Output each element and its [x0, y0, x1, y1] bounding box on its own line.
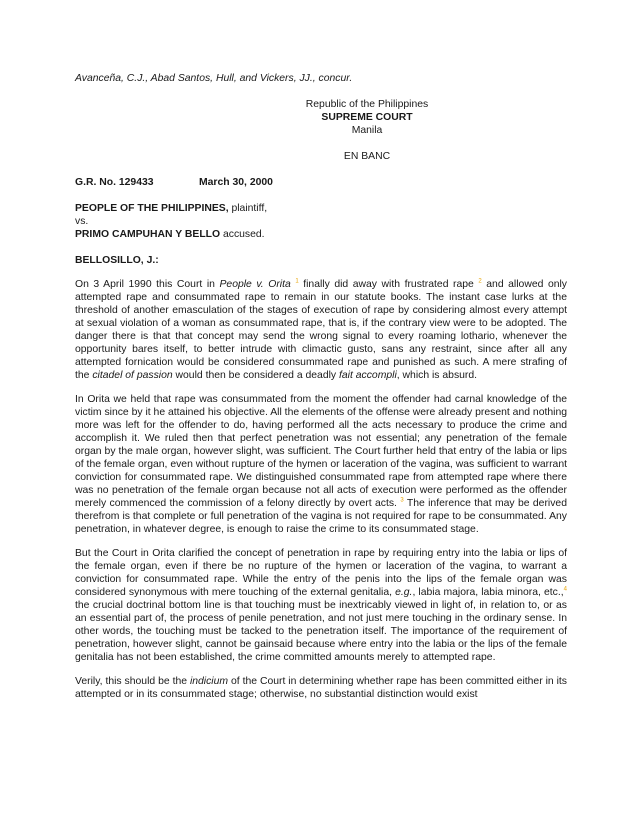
text-run: would then be considered a deadly [172, 370, 340, 381]
accused-line [75, 228, 567, 241]
court-city: Manila [351, 125, 383, 136]
court-name: SUPREME COURT [321, 112, 413, 123]
italic-phrase: e.g. [395, 587, 413, 598]
paragraph-4 [75, 675, 567, 701]
plaintiff-name: PEOPLE OF THE PHILIPPINES, [75, 203, 229, 214]
italic-phrase: fait accompli [339, 370, 397, 381]
accused-role: accused. [222, 229, 265, 240]
case-citation: People v. Orita [219, 279, 291, 290]
division-label: EN BANC [343, 151, 391, 162]
italic-phrase: citadel of passion [92, 370, 173, 381]
concurrence-line: Avanceña, C.J., Abad Santos, Hull, and Vickers, JJ., concur. [75, 73, 353, 84]
text-run: The inference that may be derived therefrom is that complete or full penetration of the vagina is not required for rape to be consummated. Any penetration, in whatever degree, is enough to raise the crime to its consummated stage. [75, 498, 567, 535]
decision-date: March 30, 2000 [199, 177, 273, 188]
paragraph-3 [75, 547, 567, 664]
paragraph-1 [75, 278, 567, 382]
paragraph-2 [75, 393, 567, 536]
text-run: , labia majora, labia minora, etc., [412, 587, 564, 598]
text-run: On 3 April 1990 this Court in [75, 279, 220, 290]
text-run: and allowed only attempted rape and consummated rape to remain in our statute books. The instant case lurks at the threshold of another emasculation of the stages of execution of rape by considering almost every attempt at sexual violation of a woman as consummated rape, that is, if the contrary view were to be adopted. The danger there is that that concept may send the wrong signal to every roaming lothario, whenever the opportunity bares itself, to better intrude with climactic gusto, sans any restraint, since after all any attempted fornication would be considered consummated rape and punished as such. A mere strafing of the [75, 279, 568, 381]
ponente: BELLOSILLO, J.: [75, 255, 159, 266]
footnote-link-1[interactable]: 1 [295, 278, 299, 285]
text-run: But the Court in Orita clarified the concept of penetration in rape by requiring entry into the labia or lips of the female organ, even if there be no rupture of the hymen or laceration of the vagina, to warrant a conviction for consummated rape. While the entry of the penis into the lips of the female organ was considered synonymous with mere touching of the external genitalia, [75, 548, 567, 598]
text-run: of the Court in determining whether rape has been committed either in its attempted or in its consummated stage; otherwise, no substantial distinction would exist [75, 676, 567, 700]
plaintiff-role: plaintiff, [231, 203, 268, 214]
text-run: Verily, this should be the [75, 676, 190, 687]
text-run: In Orita we held that rape was consummated from the moment the offender had carnal knowledge of the victim since by it he attained his objective. All the elements of the offense were already present and nothing more was left for the offender to do, having performed all the acts necessary to produce the crime and accomplish it. We ruled then that perfect penetration was not essential; any penetration of the female organ by the male organ, however slight, was sufficient. The Court further held that entry of the labia or lips of the female organ, even without rupture of the hymen or laceration of the vagina, was sufficient to warrant conviction for consummated rape. We distinguished consummated rape from attempted rape where there was no penetration of the female organ because not all acts of execution were performed as the offender merely commenced the commission of a felony directly by overt acts. [75, 394, 567, 509]
accused-name: PRIMO CAMPUHAN Y BELLO [75, 229, 221, 240]
case-number-row [75, 176, 567, 189]
footnote-link-3[interactable]: 3 [400, 497, 404, 504]
footnote-link-4[interactable]: 4 [563, 586, 567, 593]
document-page [75, 72, 567, 701]
text-run: finally did away with frustrated rape [298, 279, 479, 290]
court-header [75, 98, 567, 137]
italic-phrase: indicium [189, 676, 229, 687]
footnote-link-2[interactable]: 2 [478, 278, 482, 285]
case-parties [75, 202, 567, 241]
versus: vs. [75, 216, 89, 227]
gr-number: G.R. No. 129433 [75, 177, 154, 188]
republic-line: Republic of the Philippines [305, 99, 429, 110]
text-run: , which is absurd. [396, 370, 478, 381]
text-run: the crucial doctrinal bottom line is that touching must be inextricably viewed in light of, in relation to, or as an essential part of, the process of penile penetration, and not just mere touching in the ordinary sense. In other words, the touching must be tacked to the penetration itself. The importance of the requirement of penetration, however slight, cannot be gainsaid because where entry into the labia or the lips of the female genitalia has not been established, the crime committed amounts merely to attempted rape. [75, 600, 567, 663]
plaintiff-line [75, 202, 567, 215]
